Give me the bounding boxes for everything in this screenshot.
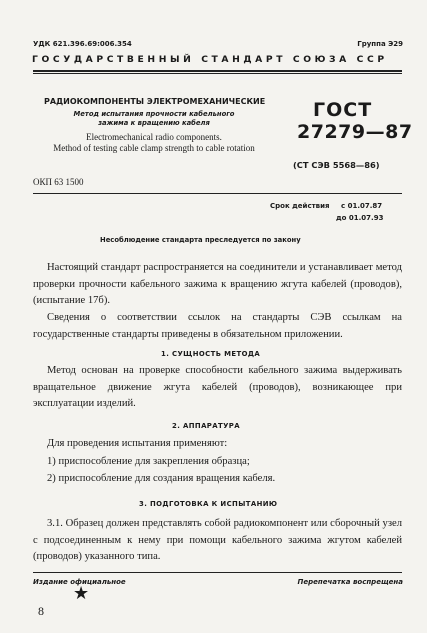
edition-label: Издание официальное	[33, 578, 126, 586]
section-paragraph: Метод основан на проверке способности кабельного зажима выдерживать вращательное движение жгута кабелей (проводов), возникающее при эксплуатации изделий.	[33, 365, 402, 410]
gost-label: ГОСТ	[313, 99, 373, 121]
cmea-standard-ref: (СТ СЭВ 5568—86)	[293, 160, 380, 170]
section-heading: 3. ПОДГОТОВКА К ИСПЫТАНИЮ	[139, 500, 278, 508]
star-icon: ★	[73, 583, 90, 603]
list-item: 1) приспособление для закрепления образца;	[47, 456, 250, 467]
section-heading: 2. АППАРАТУРА	[172, 422, 240, 430]
document-subtitle	[69, 110, 239, 128]
english-title	[18, 132, 290, 154]
footer-rule	[33, 572, 402, 573]
reprint-notice: Перепечатка воспрещена	[297, 578, 403, 586]
header-rule-top	[33, 70, 402, 72]
header-rule-bottom	[33, 73, 402, 74]
group-code: Группа Э29	[357, 40, 403, 48]
okp-rule	[33, 193, 402, 194]
udk-code: УДК 621.396.69:006.354	[33, 40, 132, 48]
okp-code: ОКП 63 1500	[33, 177, 84, 187]
section-paragraph: 3.1. Образец должен представлять собой радиокомпонент или сборочный узел с подсоединенным к нему при помощи кабельного зажима жгутом кабелей (проводов) указанного типа.	[33, 518, 402, 563]
intro-paragraph: Настоящий стандарт распространяется на соединители и устанавливает метод проверки прочности кабельного зажима к вращению жгута кабелей (проводов), (испытание 17б).	[33, 262, 402, 307]
english-title-line: Electromechanical radio components.	[86, 132, 222, 142]
section-paragraph: Для проведения испытания применяют:	[47, 438, 228, 449]
list-item: 2) приспособление для создания вращения кабеля.	[47, 473, 276, 484]
violation-note: Несоблюдение стандарта преследуется по закону	[100, 236, 301, 244]
intro-paragraph: Сведения о соответствии ссылок на стандарты СЭВ ссылкам на государственные стандарты приведены в обязательном приложении.	[33, 312, 402, 340]
state-standard-title: ГОСУДАРСТВЕННЫЙ СТАНДАРТ СОЮЗА ССР	[32, 54, 388, 65]
subtitle-line: Метод испытания прочности кабельного	[73, 110, 235, 118]
subtitle-line: зажима к вращению кабеля	[98, 119, 210, 127]
gost-number: 27279—87	[297, 121, 413, 143]
english-title-line: Method of testing cable clamp strength to cable rotation	[53, 143, 255, 153]
validity-to: до 01.07.93	[336, 214, 384, 222]
validity-label: Срок действия	[270, 202, 330, 210]
section-heading: 1. СУЩНОСТЬ МЕТОДА	[161, 350, 261, 358]
document-title: РАДИОКОМПОНЕНТЫ ЭЛЕКТРОМЕХАНИЧЕСКИЕ	[44, 97, 266, 106]
page-number: 8	[38, 604, 44, 618]
validity-from: с 01.07.87	[341, 202, 383, 210]
